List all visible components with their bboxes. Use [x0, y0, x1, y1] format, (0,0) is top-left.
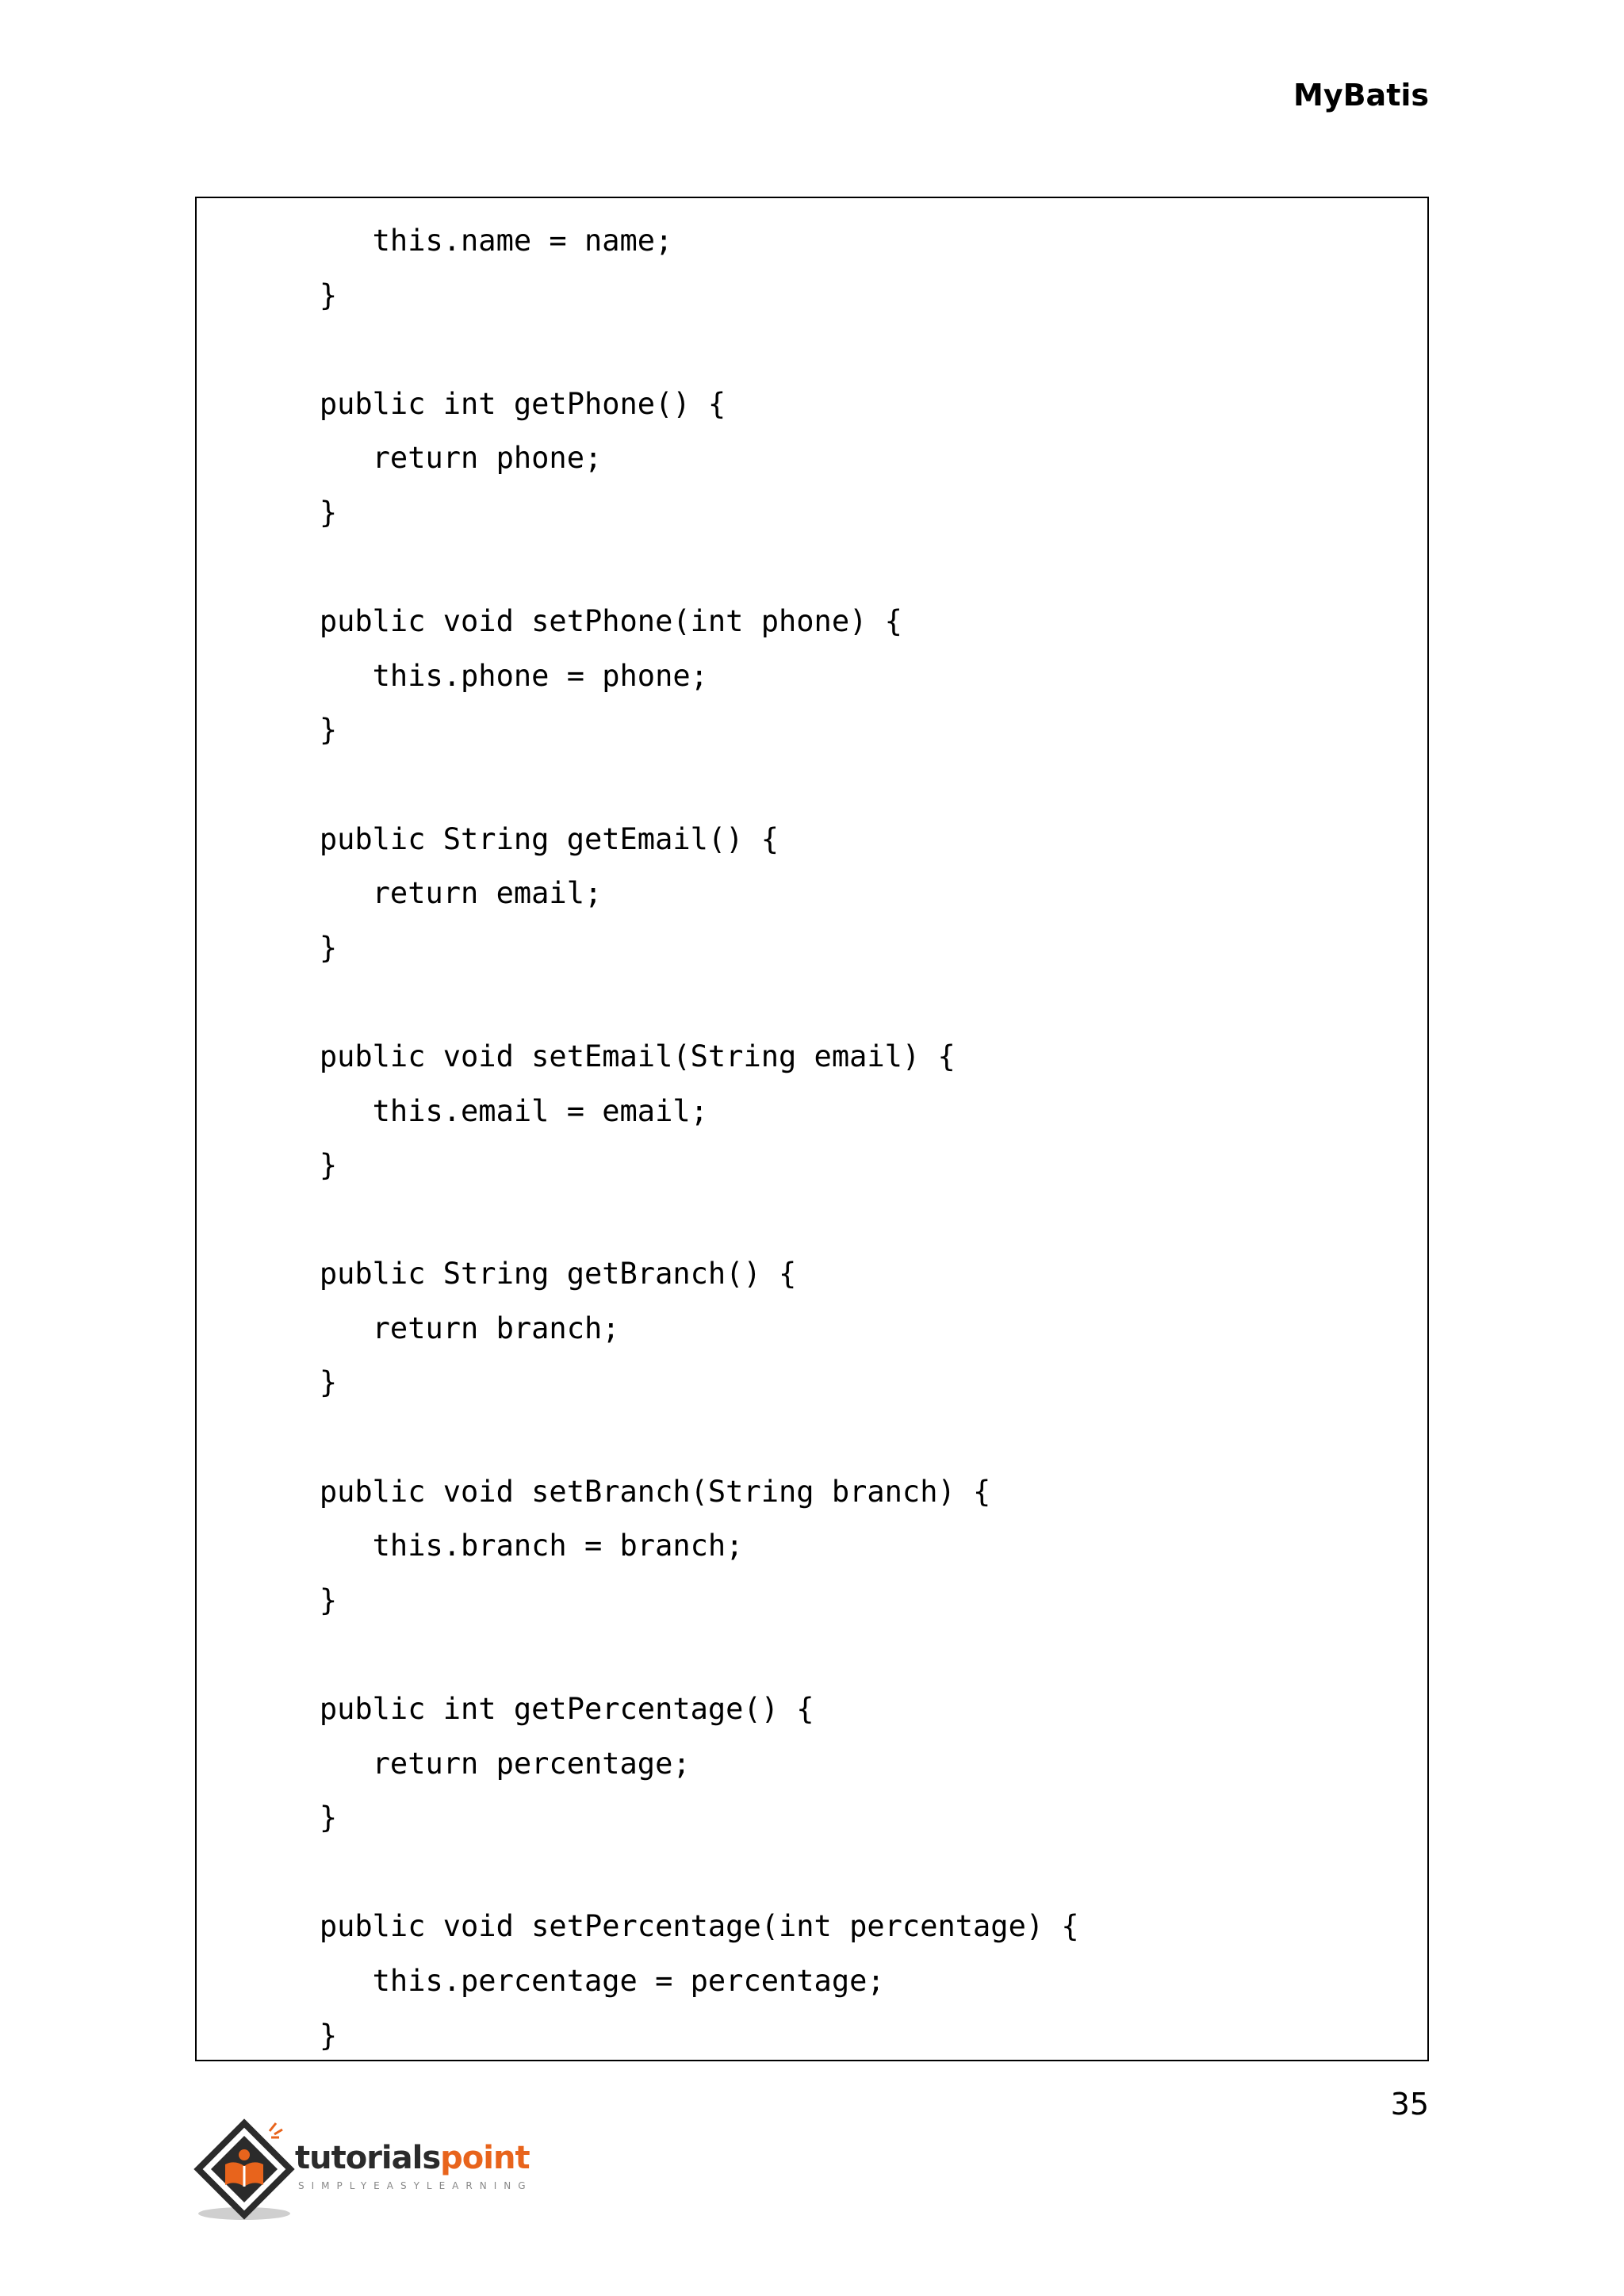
code-line [266, 323, 1079, 377]
code-line: } [266, 713, 338, 748]
code-line: public void setPercentage(int percentage) { [266, 1909, 1079, 1944]
code-line: public String getBranch() { [266, 1257, 797, 1292]
code-line: this.email = email; [266, 1093, 708, 1128]
logo-tagline: SIMPLYEASYLEARNING [298, 2180, 533, 2191]
code-line: this.branch = branch; [266, 1529, 744, 1563]
code-line [266, 541, 1079, 595]
code-line: public void setPhone(int phone) { [266, 604, 902, 639]
code-line: this.percentage = percentage; [266, 1964, 885, 1998]
code-line: return email; [266, 876, 603, 911]
tutorialspoint-logo-icon [193, 2118, 304, 2221]
logo-wordmark-part2: point [440, 2140, 530, 2176]
code-line: public void setEmail(String email) { [266, 1039, 956, 1073]
logo-wordmark [295, 2139, 530, 2177]
running-header-title: MyBatis [1293, 78, 1429, 113]
code-line: } [266, 1365, 338, 1400]
code-line [266, 1846, 1079, 1900]
tutorialspoint-logo [193, 2118, 542, 2221]
code-line: } [266, 2018, 338, 2053]
code-line: public int getPhone() { [266, 386, 726, 421]
code-line: } [266, 1148, 338, 1183]
code-line: } [266, 277, 338, 312]
code-line: public void setBranch(String branch) { [266, 1474, 991, 1509]
code-line: return phone; [266, 441, 603, 476]
code-lines [266, 214, 1079, 2063]
code-line: } [266, 1582, 338, 1617]
logo-wordmark-part1: tutorials [295, 2140, 441, 2176]
code-line: this.name = name; [266, 224, 673, 258]
code-line: } [266, 1800, 338, 1835]
code-line: } [266, 495, 338, 530]
code-block [195, 197, 1429, 2061]
code-line: return percentage; [266, 1746, 691, 1781]
code-line [266, 975, 1079, 1030]
code-line: return branch; [266, 1311, 620, 1345]
code-line [266, 1628, 1079, 1682]
code-line [266, 1410, 1079, 1465]
code-line: this.phone = phone; [266, 658, 708, 693]
code-line: } [266, 930, 338, 965]
page-number: 35 [1390, 2087, 1429, 2122]
code-line [266, 758, 1079, 813]
code-line [266, 1193, 1079, 1248]
code-line: public int getPercentage() { [266, 1692, 814, 1727]
code-line: public String getEmail() { [266, 821, 779, 856]
